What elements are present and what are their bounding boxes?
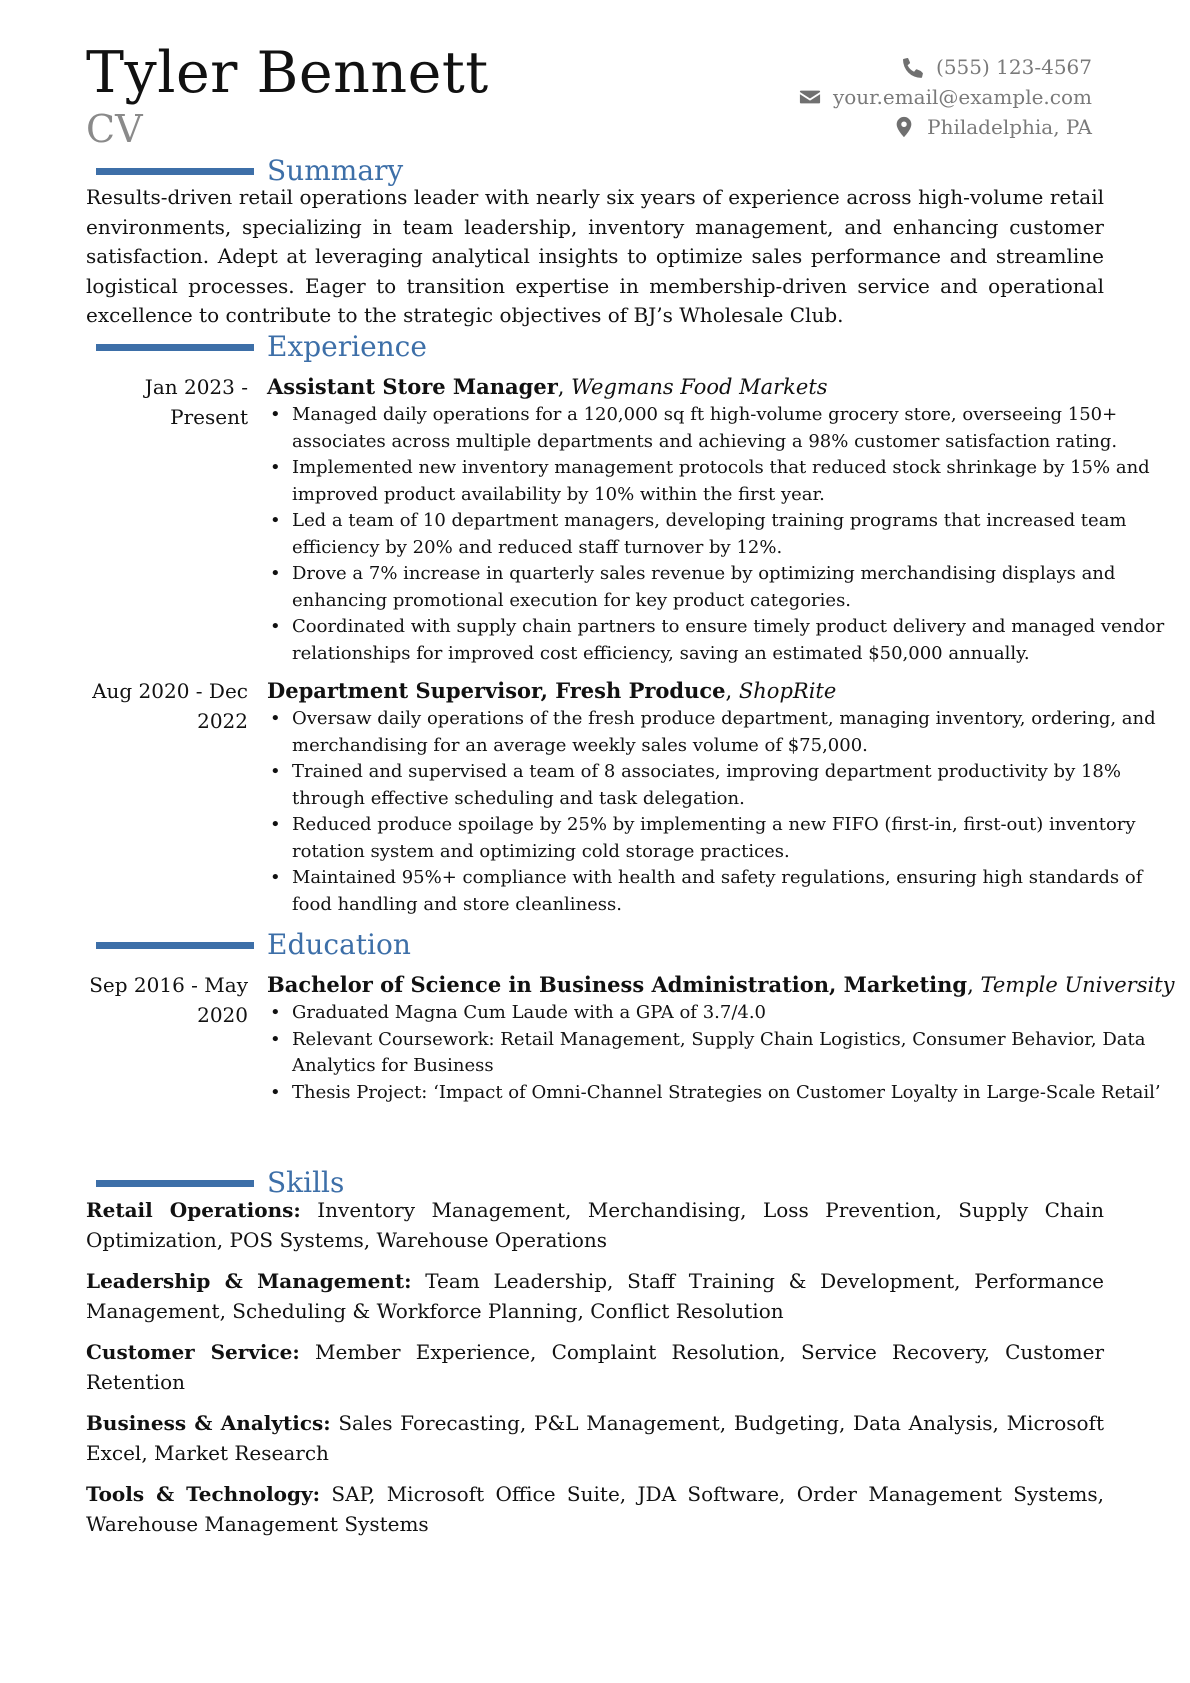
entry-title: Department Supervisor, Fresh Produce, ShopRite	[267, 678, 837, 703]
entry-dates: Jan 2023 - Present	[144, 375, 248, 429]
skill-group	[86, 1267, 1104, 1326]
section-skills-heading	[96, 1166, 1096, 1200]
skill-group-label: Retail Operations:	[86, 1198, 301, 1222]
list-item: • Drove a 7% increase in quarterly sales revenue by optimizing merchandising displays and enhancing promotional execution for key product categories.	[267, 561, 1187, 614]
summary-text: Results-driven retail operations leader with nearly six years of experience across high-volume retail environments, specializing in team leadership, inventory management, and enhancing customer satisfaction. Adept at leveraging analytical insights to optimize sales performance and streamline logistical processes. Eager to transition expertise in membership-driven service and operational excellence to contribute to the strategic objectives of BJ’s Wholesale Club.	[86, 185, 1104, 327]
list-item: • Oversaw daily operations of the fresh produce department, managing inventory, ordering, and merchandising for an average weekly sales volume of $75,000.	[267, 706, 1187, 759]
job-company: ShopRite	[738, 679, 837, 703]
skills-list	[86, 1196, 1104, 1551]
skill-group-items: Member Experience, Complaint Resolution, Service Recovery, Customer Retention	[86, 1340, 1104, 1394]
list-item: • Managed daily operations for a 120,000 sq ft high-volume grocery store, overseeing 150+ associates across multiple departments and achieving a 98% customer satisfaction rating.	[267, 402, 1187, 455]
skill-group-label: Tools & Technology:	[86, 1482, 321, 1506]
contact-email	[799, 82, 1092, 112]
skill-group-items: Team Leadership, Staff Training & Development, Performance Management, Scheduling & Workforce Planning, Conflict Resolution	[86, 1269, 1104, 1323]
contact-location	[799, 112, 1092, 142]
job-role: Department Supervisor, Fresh Produce	[267, 678, 726, 703]
skill-group	[86, 1196, 1104, 1255]
skill-group-items: SAP, Microsoft Office Suite, JDA Software, Order Management Systems, Warehouse Management Systems	[86, 1482, 1104, 1536]
envelope-icon	[799, 86, 821, 108]
skill-group	[86, 1480, 1104, 1539]
phone-icon	[902, 56, 924, 78]
entry-title: Bachelor of Science in Business Administration, Marketing, Temple University	[267, 972, 1175, 997]
section-accent-bar	[96, 942, 254, 949]
list-item: • Led a team of 10 department managers, developing training programs that increased team efficiency by 20% and reduced staff turnover by 12%.	[267, 508, 1187, 561]
list-item: • Implemented new inventory management protocols that reduced stock shrinkage by 15% and improved product availability by 10% within the first year.	[267, 455, 1187, 508]
entry-bullets	[267, 1000, 1187, 1106]
entry-bullets	[267, 402, 1187, 667]
section-experience-heading	[96, 330, 1096, 364]
section-education-heading	[96, 928, 1096, 962]
list-item: • Coordinated with supply chain partners to ensure timely product delivery and managed vendor relationships for improved cost efficiency, saving an estimated $50,000 annually.	[267, 614, 1187, 667]
entry-title: Assistant Store Manager, Wegmans Food Markets	[267, 374, 828, 399]
job-company: Wegmans Food Markets	[571, 375, 828, 399]
entry-body	[267, 372, 1187, 667]
list-item: • Relevant Coursework: Retail Management, Supply Chain Logistics, Consumer Behavior, Data Analytics for Business	[267, 1027, 1187, 1080]
phone-number[interactable]: (555) 123-4567	[936, 55, 1092, 79]
skill-group-items: Sales Forecasting, P&L Management, Budgeting, Data Analysis, Microsoft Excel, Market Research	[86, 1411, 1104, 1465]
list-item: • Reduced produce spoilage by 25% by implementing a new FIFO (first-in, first-out) inventory rotation system and optimizing cold storage practices.	[267, 812, 1187, 865]
skill-group-label: Customer Service:	[86, 1340, 300, 1364]
location-text: Philadelphia, PA	[927, 115, 1092, 139]
degree-name: Bachelor of Science in Business Administration, Marketing	[267, 972, 968, 997]
skill-group-items: Inventory Management, Merchandising, Loss Prevention, Supply Chain Optimization, POS Systems, Warehouse Operations	[86, 1198, 1105, 1252]
contact-block	[799, 52, 1092, 142]
section-title: Summary	[267, 154, 404, 187]
email-address[interactable]: your.email@example.com	[832, 85, 1092, 109]
skill-group-label: Leadership & Management:	[86, 1269, 412, 1293]
section-title: Experience	[267, 330, 427, 363]
list-item: • Graduated Magna Cum Laude with a GPA of 3.7/4.0	[267, 1000, 1187, 1027]
entry-dates: Aug 2020 - Dec 2022	[92, 679, 248, 733]
section-accent-bar	[96, 168, 254, 175]
list-item: • Maintained 95%+ compliance with health and safety regulations, ensuring high standards of food handling and store cleanliness.	[267, 865, 1187, 918]
list-item: • Trained and supervised a team of 8 associates, improving department productivity by 18% through effective scheduling and task delegation.	[267, 759, 1187, 812]
skill-group	[86, 1409, 1104, 1468]
entry-bullets	[267, 706, 1187, 918]
candidate-name: Tyler Bennett	[86, 40, 489, 106]
list-item: • Thesis Project: ‘Impact of Omni-Channel Strategies on Customer Loyalty in Large-Scale Retail’	[267, 1080, 1187, 1107]
entry-dates: Sep 2016 - May 2020	[89, 973, 248, 1027]
skill-group	[86, 1338, 1104, 1397]
contact-phone	[799, 52, 1092, 82]
job-role: Assistant Store Manager	[267, 374, 558, 399]
entry-body	[267, 970, 1187, 1106]
skill-group-label: Business & Analytics:	[86, 1411, 331, 1435]
section-title: Skills	[267, 1166, 345, 1199]
school-name: Temple University	[980, 973, 1175, 997]
entry-body	[267, 676, 1187, 918]
section-title: Education	[267, 928, 411, 961]
section-accent-bar	[96, 344, 254, 351]
section-accent-bar	[96, 1180, 254, 1187]
document-subtitle: CV	[86, 107, 143, 151]
map-pin-icon	[893, 116, 915, 138]
